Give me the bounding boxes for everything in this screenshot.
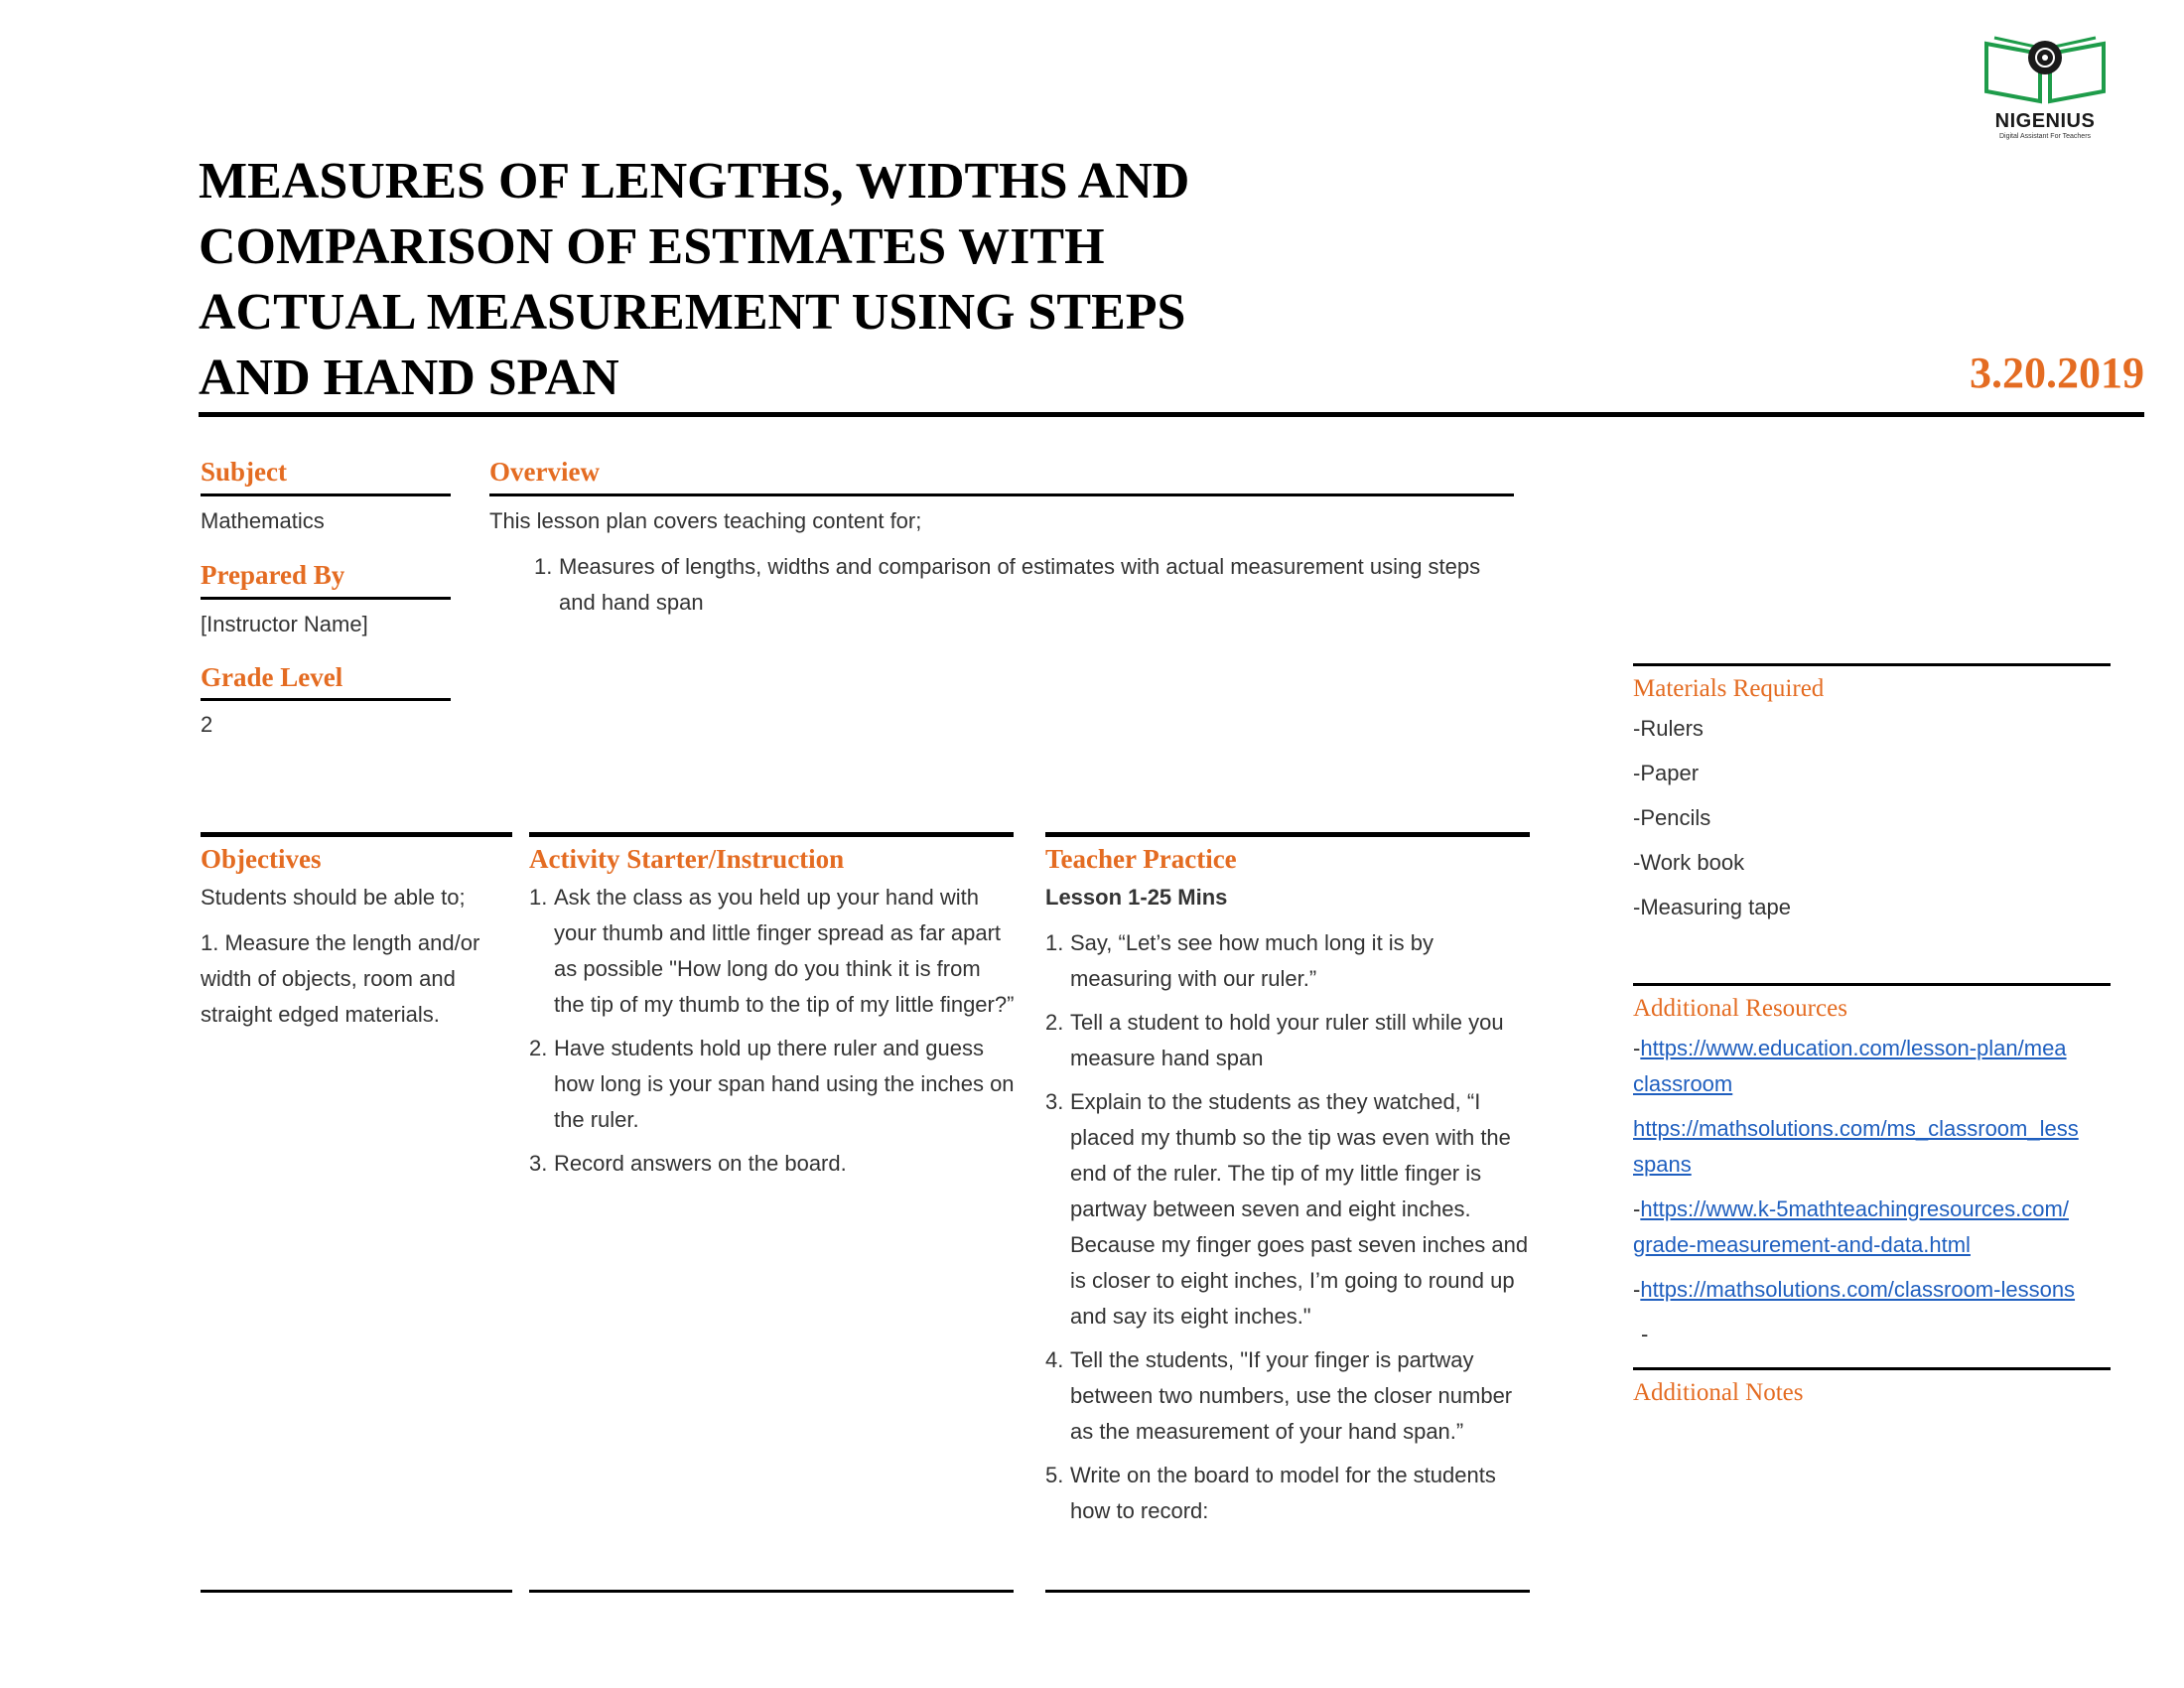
list-item [1045,1342,1532,1450]
list-item [1045,1005,1532,1076]
subject-divider [201,493,451,496]
resource-link[interactable]: https://mathsolutions.com/classroom-lessons [1640,1277,2076,1302]
list-item [1045,925,1532,997]
grade-level-value: 2 [201,712,213,737]
overview-divider [489,493,1514,496]
resource-link-continued[interactable]: grade-measurement-and-data.html [1633,1232,1971,1257]
title-line: COMPARISON OF ESTIMATES WITH [199,218,1105,275]
prepared-by-divider [201,597,451,600]
logo [1976,30,2115,140]
teacher-practice-bottom-rule [1045,1590,1530,1593]
title-line: ACTUAL MEASUREMENT USING STEPS [199,284,1186,341]
resource-link[interactable]: https://www.k-5mathteachingresources.com/ [1640,1196,2069,1221]
grade-level-divider [201,698,451,701]
material-item: -Pencils [1633,805,1711,830]
resources-heading: Additional Resources [1633,995,1847,1022]
resource-item [1633,1111,2110,1183]
list-item [529,880,1016,1023]
list-text: Explain to the students as they watched, “I placed my thumb so the tip was even with the end of the ruler. The tip of my little finger is partway between seven and eight inches. Because my finger goes past seven inches and is closer to eight inches, I’m going to round up and say its eight inches." [1070,1089,1529,1329]
lesson-date: 3.20.2019 [1970,349,2144,397]
overview-heading: Overview [489,457,600,487]
logo-name: NIGENIUS [1994,110,2096,132]
grade-level-heading: Grade Level [201,662,343,692]
logo-tagline: Digital Assistant For Teachers [1998,133,2092,140]
list-text: Measures of lengths, widths and comparison of estimates with actual measurement using steps and hand span [559,554,1481,615]
activity-bottom-rule [529,1590,1014,1593]
materials-heading: Materials Required [1633,675,1825,702]
resource-link[interactable]: https://www.education.com/lesson-plan/mea [1640,1036,2067,1060]
resources-top-rule [1633,983,2111,986]
teacher-practice-top-rule [1045,832,1530,837]
list-number: 2. [1045,1010,1064,1035]
list-text: Have students hold up there ruler and guess how long is your span hand using the inches on the ruler. [554,1036,1015,1132]
teacher-practice-heading: Teacher Practice [1045,844,1237,874]
objectives-item: 1. Measure the length and/or width of objects, room and straight edged materials. [201,930,480,1027]
objectives-top-rule [201,832,512,837]
list-number: 1. [534,554,553,579]
objectives-intro: Students should be able to; [201,885,466,910]
teacher-practice-subheading: Lesson 1-25 Mins [1045,885,1228,910]
subject-heading: Subject [201,457,287,487]
material-item: -Work book [1633,850,1745,875]
overview-intro: This lesson plan covers teaching content for; [489,508,922,533]
resources-list [1633,1031,2110,1361]
resource-prefix: - [1633,1277,1641,1302]
list-item [534,549,1487,621]
prepared-by-value: [Instructor Name] [201,612,368,636]
list-item [529,1146,1016,1182]
page-title [199,149,1291,411]
title-divider [199,412,2144,417]
list-item [1045,1458,1532,1529]
resource-prefix: - [1633,1196,1641,1221]
list-text: Tell the students, "If your finger is partway between two numbers, use the closer number as the measurement of your hand span.” [1070,1347,1513,1444]
list-number: 3. [1045,1089,1064,1114]
material-item: -Rulers [1633,716,1704,741]
material-item: -Measuring tape [1633,895,1791,919]
list-number: 5. [1045,1463,1064,1487]
list-item [529,1031,1016,1138]
resource-link-continued[interactable]: spans [1633,1152,1692,1177]
book-logo-icon [1980,30,2110,105]
list-number: 4. [1045,1347,1064,1372]
notes-heading: Additional Notes [1633,1379,1804,1406]
teacher-practice-list [1045,925,1532,1537]
resource-item [1633,1192,2110,1263]
material-item: -Paper [1633,761,1700,785]
list-number: 3. [529,1151,548,1176]
activity-list [529,880,1016,1190]
overview-list [534,549,1487,629]
materials-top-rule [1633,663,2111,666]
list-text: Ask the class as you held up your hand with your thumb and little finger spread as far apart as possible "How long do you think it is from the tip of my thumb to the tip of my little finger?” [554,885,1015,1017]
list-text: Write on the board to model for the students how to record: [1070,1463,1496,1523]
resource-link[interactable]: https://mathsolutions.com/ms_classroom_less [1633,1116,2079,1141]
list-text: Tell a student to hold your ruler still while you measure hand span [1070,1010,1504,1070]
activity-heading: Activity Starter/Instruction [529,844,845,874]
resource-link-continued[interactable]: classroom [1633,1071,1733,1096]
title-line: MEASURES OF LENGTHS, WIDTHS AND [199,153,1190,210]
activity-top-rule [529,832,1014,837]
list-number: 1. [529,885,548,910]
resource-prefix: - [1633,1036,1641,1060]
resource-item [1633,1031,2110,1102]
prepared-by-heading: Prepared By [201,560,345,590]
notes-top-rule [1633,1367,2111,1370]
list-item [1045,1084,1532,1335]
materials-list [1633,711,2110,934]
objectives-bottom-rule [201,1590,512,1593]
subject-value: Mathematics [201,508,325,533]
list-text: Say, “Let’s see how much long it is by measuring with our ruler.” [1070,930,1434,991]
title-line: AND HAND SPAN [199,350,619,406]
resource-item [1633,1272,2110,1308]
objectives-heading: Objectives [201,844,322,874]
resource-trailing: - [1641,1322,1649,1346]
list-number: 2. [529,1036,548,1060]
list-text: Record answers on the board. [554,1151,847,1176]
list-number: 1. [1045,930,1064,955]
